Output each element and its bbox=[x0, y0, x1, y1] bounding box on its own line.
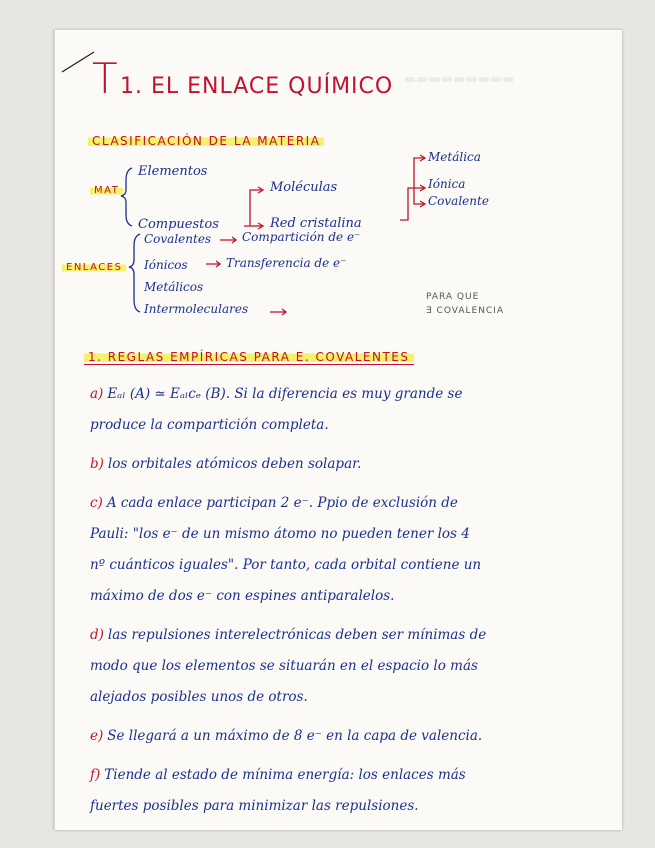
notebook-page bbox=[54, 30, 622, 830]
clasificacion-heading-text: CLASIFICACIÓN DE LA MATERIA bbox=[88, 134, 324, 148]
red-covalente: Covalente bbox=[428, 194, 489, 208]
rule-line bbox=[90, 658, 478, 674]
rule-text: máximo de dos e⁻ con espines antiparalelos. bbox=[90, 588, 395, 604]
bleed-through-text: ▬▬▬▬▬▬▬▬▬ bbox=[404, 72, 515, 87]
rule-text: Eₐₗ (A) ≃ Eₐₗcₑ (B). Si la diferencia es muy grande se bbox=[107, 386, 463, 402]
rule-line bbox=[90, 417, 329, 433]
enlaces-label-text: ENLACES bbox=[62, 262, 126, 273]
enlace-covalentes: Covalentes bbox=[144, 232, 212, 246]
rule-text: modo que los elementos se situarán en el espacio lo más bbox=[90, 658, 478, 674]
mat-moleculas: Moléculas bbox=[270, 180, 338, 195]
enlace-metalicos: Metálicos bbox=[144, 280, 204, 294]
rule-letter: c) bbox=[90, 495, 103, 511]
rule-letter: d) bbox=[90, 627, 104, 643]
enlace-intermoleculares: Intermoleculares bbox=[144, 302, 249, 316]
rule-text: Se llegará a un máximo de 8 e⁻ en la capa de valencia. bbox=[107, 728, 483, 744]
rule-text: alejados posibles unos de otros. bbox=[90, 689, 308, 705]
rule-letter: a) bbox=[90, 386, 104, 402]
pencil-note-line2: ∃ COVALENCIA bbox=[426, 306, 505, 316]
rule-line bbox=[90, 557, 481, 573]
rule-text: fuertes posibles para minimizar las repulsiones. bbox=[90, 798, 419, 814]
rule-text: Tiende al estado de mínima energía: los enlaces más bbox=[104, 767, 466, 783]
enlace-ionicos-note: Transferencia de e⁻ bbox=[226, 256, 347, 270]
rule-line bbox=[90, 588, 394, 604]
mat-red-cristalina: Red cristalina bbox=[270, 216, 362, 231]
rule-line bbox=[90, 495, 458, 511]
rule-line bbox=[90, 526, 470, 542]
pencil-note-line1: PARA QUE bbox=[426, 292, 480, 302]
rule-line bbox=[90, 386, 462, 402]
rule-letter: b) bbox=[90, 456, 104, 472]
mat-elementos: Elementos bbox=[138, 164, 208, 179]
rule-text: nº cuánticos iguales". Por tanto, cada orbital contiene un bbox=[90, 557, 482, 573]
rule-line bbox=[90, 767, 466, 783]
rule-text: los orbitales atómicos deben solapar. bbox=[107, 456, 362, 472]
rule-letter: f) bbox=[90, 767, 101, 783]
rule-line bbox=[90, 627, 486, 643]
reglas-heading-text: 1. REGLAS EMPÍRICAS PARA E. COVALENTES bbox=[84, 350, 414, 365]
rule-letter: e) bbox=[90, 728, 104, 744]
enlace-covalentes-note: Compartición de e⁻ bbox=[242, 230, 361, 244]
rule-line bbox=[90, 456, 361, 472]
rule-text: las repulsiones interelectrónicas deben ser mínimas de bbox=[107, 627, 487, 643]
enlace-ionicos: Iónicos bbox=[144, 258, 188, 272]
rule-text: produce la compartición completa. bbox=[90, 417, 329, 433]
rule-text: Pauli: "los e⁻ de un mismo átomo no pueden tener los 4 bbox=[90, 526, 470, 542]
title-letter: T bbox=[92, 54, 118, 103]
rule-line bbox=[90, 689, 308, 705]
page-title: 1. EL ENLACE QUÍMICO bbox=[120, 74, 394, 99]
mat-label-text: MAT bbox=[90, 185, 123, 196]
rule-line bbox=[90, 728, 482, 744]
red-ionica: Iónica bbox=[428, 177, 466, 191]
rule-text: A cada enlace participan 2 e⁻. Ppio de exclusión de bbox=[106, 495, 458, 511]
section-heading-reglas bbox=[84, 350, 414, 364]
red-metalica: Metálica bbox=[428, 150, 481, 164]
mat-compuestos: Compuestos bbox=[138, 217, 219, 232]
rule-line bbox=[90, 798, 419, 814]
